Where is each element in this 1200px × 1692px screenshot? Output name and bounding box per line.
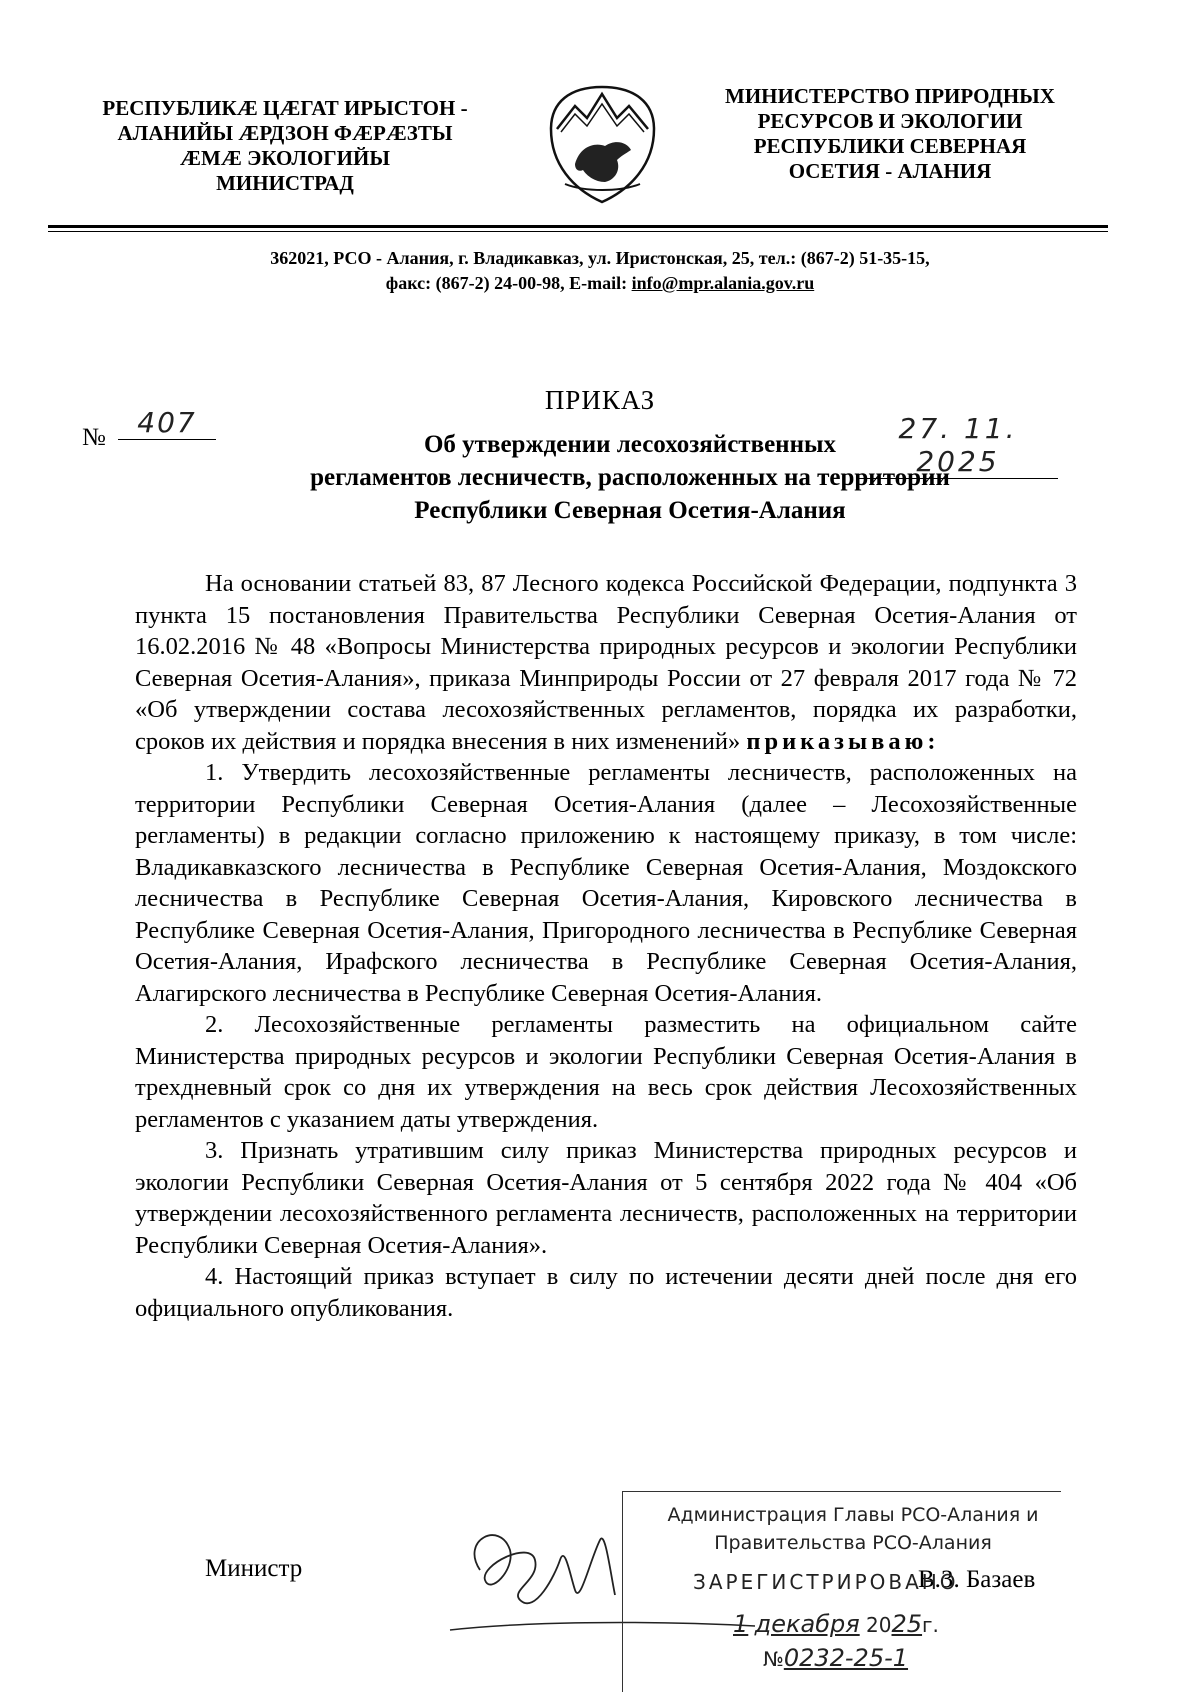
item-4: 4. Настоящий приказ вступает в силу по истечении десяти дней после дня его официального опубликования. (135, 1263, 1077, 1322)
signer-name: В.З. Базаев (918, 1566, 1036, 1593)
header-right-line: МИНИСТЕРСТВО ПРИРОДНЫХ (725, 84, 1055, 108)
header-right-line: РЕСУРСОВ И ЭКОЛОГИИ (757, 109, 1023, 133)
order-number-label: № (82, 424, 106, 451)
order-word: приказываю: (746, 727, 940, 755)
stamp-line: Администрация Главы РСО-Алания и (667, 1504, 1039, 1526)
address-fax-line (100, 271, 1100, 296)
header-right-org-name (700, 84, 1080, 184)
order-body (135, 568, 1077, 1324)
stamp-reg-label: № (763, 1647, 784, 1671)
coat-of-arms-icon (545, 84, 660, 206)
stamp-date-month: декабря (754, 1610, 860, 1638)
stamp-reg-value: 0232-25-1 (783, 1644, 909, 1672)
header-left-line: РЕСПУБЛИКÆ ЦÆГАТ ИРЫСТОН - (102, 96, 468, 120)
address-line: 362021, РСО - Алания, г. Владикавказ, ул. Иристонская, 25, тел.: (867-2) 51-35-15, (270, 248, 930, 268)
email-link[interactable]: info@mpr.alania.gov.ru (631, 273, 815, 293)
header-right-line: ОСЕТИЯ - АЛАНИЯ (788, 159, 992, 183)
stamp-date-day: 1 (733, 1610, 749, 1638)
subject-line: Об утверждении лесохозяйственных (423, 431, 837, 458)
stamp-date-year-suffix: 25 (891, 1610, 923, 1638)
header-left-line: АЛАНИЙЫ ÆРДЗОН ФÆРÆЗТЫ (117, 121, 453, 145)
stamp-date-year-prefix: 20 (866, 1613, 892, 1637)
item-3: 3. Признать утратившим силу приказ Министерства природных ресурсов и экологии Республики Северная Осетия-Алания от 5 сентября 2022 года № 404 «Об утверждении лесохозяйственного регламента лесничеств, расположенных на территории Республики Северная Осетия-Алания». (135, 1137, 1077, 1259)
intro-paragraph (135, 568, 1077, 757)
signer-position: Министр (205, 1555, 303, 1582)
item-1: 1. Утвердить лесохозяйственные регламенты лесничеств, расположенных на территории Республики Северная Осетия-Алания (далее – Лесохозяйственные регламенты) в редакции согласно приложению к настоящему приказу, в том числе: Владикавказского лесничества в Республике Северная Осетия-Алания, Моздокского лесничества в Республике Северная Осетия-Алания, Кировского лесничества в Республике Северная Осетия-Алания, Пригородного лесничества в Республике Северная Осетия-Алания, Ирафского лесничества в Республике Северная Осетия-Алания, Алагирского лесничества в Республике Северная Осетия-Алания. (135, 759, 1077, 1007)
order-date-handwritten: 27. 11. 2025 (858, 412, 1058, 479)
intro-text: На основании статьей 83, 87 Лесного кодекса Российской Федерации, подпункта 3 пункта 15 постановления Правительства Республики Северная Осетия-Алания от 16.02.2016 № 48 «Вопросы Министерства природных ресурсов и экологии Республики Северная Осетия-Алания», приказа Минприроды России от 27 февраля 2017 года № 72 «Об утверждении состава лесохозяйственных регламентов, порядка их разработки, сроков их действия и порядка внесения в них изменений» (135, 570, 1077, 755)
subject-line: регламентов лесничеств, расположенных на территории (310, 464, 950, 491)
header-left-org-name (70, 96, 500, 196)
document-title: ПРИКАЗ (544, 385, 656, 415)
stamp-date (733, 1610, 939, 1638)
header-divider-thin (48, 231, 1108, 232)
header-right-line: РЕСПУБЛИКИ СЕВЕРНАЯ (753, 134, 1027, 158)
stamp-registered: ЗАРЕГИСТРИРОВАНО (693, 1570, 959, 1594)
item-2: 2. Лесохозяйственные регламенты разместить на официальном сайте Министерства природных ресурсов и экологии Республики Северная Осетия-Алания в трехдневный срок со дня их утверждения на весь срок действия Лесохозяйственных регламентов с указанием даты утверждения. (135, 1011, 1077, 1133)
fax-text: факс: (867-2) 24-00-98, E-mail: (385, 273, 632, 293)
order-subject (150, 428, 1110, 527)
header-left-line: МИНИСТРАД (216, 171, 354, 195)
header-divider-thick (48, 225, 1108, 228)
header-left-line: ÆМÆ ЭКОЛОГИЙЫ (180, 146, 390, 170)
subject-line: Республики Северная Осетия-Алания (414, 497, 846, 524)
stamp-reg-number (763, 1644, 908, 1672)
order-number-handwritten: 407 (118, 406, 216, 440)
stamp-date-g: г. (922, 1613, 939, 1637)
stamp-line: Правительства РСО-Алания (714, 1532, 992, 1554)
address-block (100, 246, 1100, 296)
registration-stamp (622, 1491, 1061, 1692)
